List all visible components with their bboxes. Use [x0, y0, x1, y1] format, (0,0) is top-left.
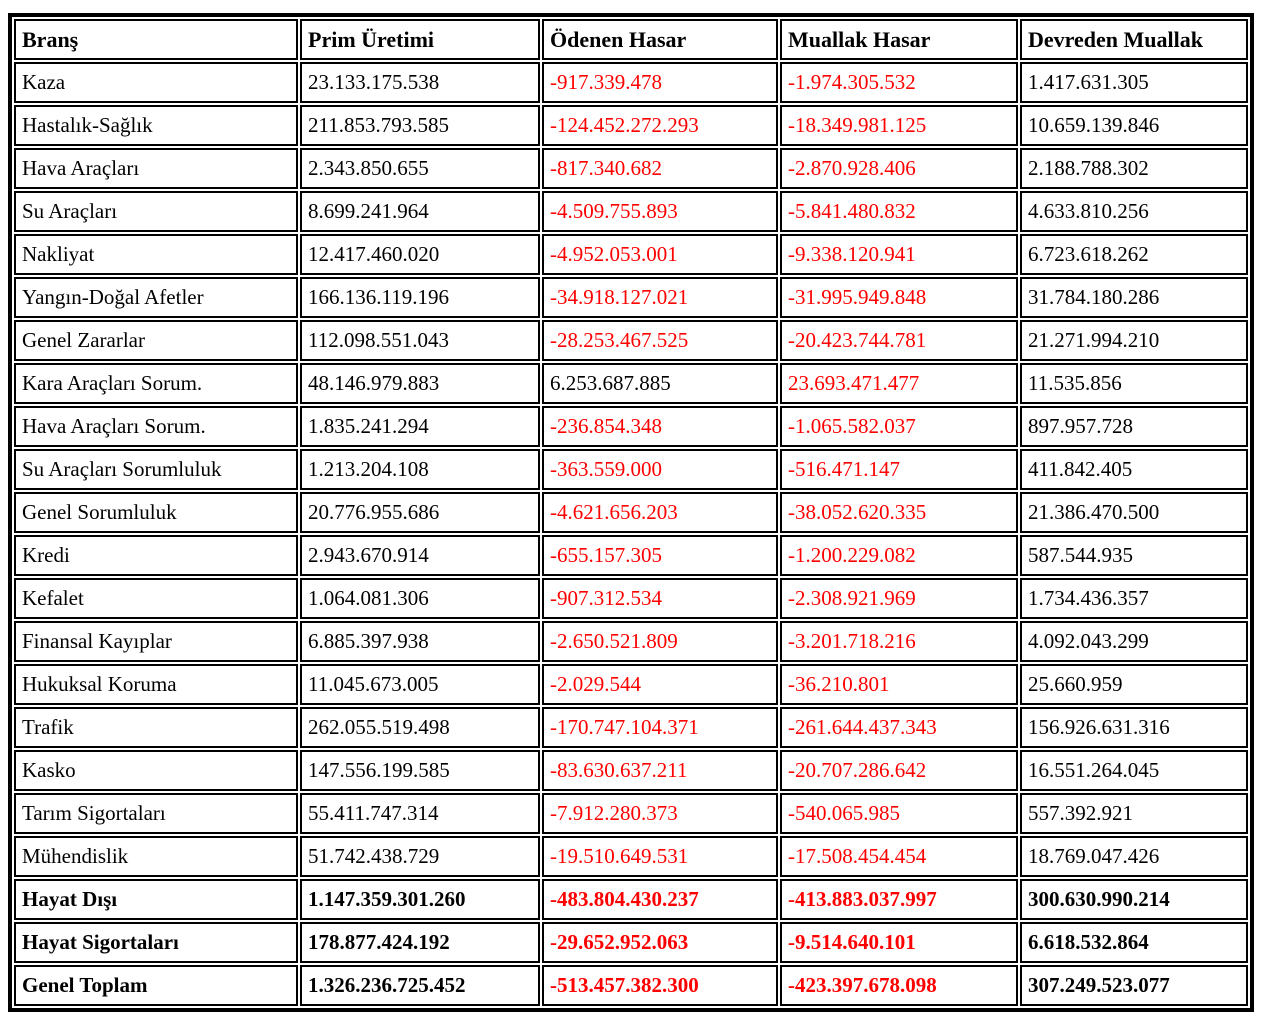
value-cell: -4.952.053.001 — [542, 234, 778, 275]
value-cell: -36.210.801 — [780, 664, 1018, 705]
branch-label-cell: Hastalık-Sağlık — [14, 105, 298, 146]
branch-label-cell: Genel Zararlar — [14, 320, 298, 361]
table-row — [14, 707, 1248, 748]
value-cell: 21.386.470.500 — [1020, 492, 1248, 533]
table-row — [14, 879, 1248, 920]
table-row — [14, 965, 1248, 1006]
value-cell: 8.699.241.964 — [300, 191, 540, 232]
value-cell: -540.065.985 — [780, 793, 1018, 834]
table-row — [14, 621, 1248, 662]
value-cell: -5.841.480.832 — [780, 191, 1018, 232]
value-cell: 6.885.397.938 — [300, 621, 540, 662]
branch-label-cell: Mühendislik — [14, 836, 298, 877]
table-row — [14, 148, 1248, 189]
table-row — [14, 449, 1248, 490]
column-header-devreden-muallak: Devreden Muallak — [1020, 19, 1248, 60]
value-cell: 16.551.264.045 — [1020, 750, 1248, 791]
value-cell: 307.249.523.077 — [1020, 965, 1248, 1006]
value-cell: -2.650.521.809 — [542, 621, 778, 662]
value-cell: 1.147.359.301.260 — [300, 879, 540, 920]
value-cell: 1.064.081.306 — [300, 578, 540, 619]
value-cell: -236.854.348 — [542, 406, 778, 447]
table-row — [14, 535, 1248, 576]
value-cell: 23.133.175.538 — [300, 62, 540, 103]
branch-label-cell: Hava Araçları — [14, 148, 298, 189]
value-cell: -513.457.382.300 — [542, 965, 778, 1006]
value-cell: -655.157.305 — [542, 535, 778, 576]
table-row — [14, 320, 1248, 361]
value-cell: -483.804.430.237 — [542, 879, 778, 920]
value-cell: -917.339.478 — [542, 62, 778, 103]
table-row — [14, 922, 1248, 963]
column-header-odenen-hasar: Ödenen Hasar — [542, 19, 778, 60]
value-cell: -2.870.928.406 — [780, 148, 1018, 189]
table-row — [14, 277, 1248, 318]
value-cell: 897.957.728 — [1020, 406, 1248, 447]
value-cell: -261.644.437.343 — [780, 707, 1018, 748]
table-row — [14, 836, 1248, 877]
value-cell: 11.535.856 — [1020, 363, 1248, 404]
table-row — [14, 406, 1248, 447]
branch-label-cell: Kefalet — [14, 578, 298, 619]
table-row — [14, 191, 1248, 232]
value-cell: -18.349.981.125 — [780, 105, 1018, 146]
value-cell: 4.092.043.299 — [1020, 621, 1248, 662]
value-cell: -17.508.454.454 — [780, 836, 1018, 877]
value-cell: 1.835.241.294 — [300, 406, 540, 447]
value-cell: 6.253.687.885 — [542, 363, 778, 404]
branch-label-cell: Kasko — [14, 750, 298, 791]
value-cell: -1.974.305.532 — [780, 62, 1018, 103]
value-cell: -817.340.682 — [542, 148, 778, 189]
value-cell: -4.509.755.893 — [542, 191, 778, 232]
value-cell: 1.213.204.108 — [300, 449, 540, 490]
value-cell: 25.660.959 — [1020, 664, 1248, 705]
branch-label-cell: Nakliyat — [14, 234, 298, 275]
value-cell: -20.707.286.642 — [780, 750, 1018, 791]
value-cell: 557.392.921 — [1020, 793, 1248, 834]
branch-label-cell: Su Araçları — [14, 191, 298, 232]
value-cell: 411.842.405 — [1020, 449, 1248, 490]
header-row — [14, 19, 1248, 60]
value-cell: 2.943.670.914 — [300, 535, 540, 576]
value-cell: 156.926.631.316 — [1020, 707, 1248, 748]
value-cell: 23.693.471.477 — [780, 363, 1018, 404]
branch-label-cell: Kredi — [14, 535, 298, 576]
value-cell: 166.136.119.196 — [300, 277, 540, 318]
value-cell: -3.201.718.216 — [780, 621, 1018, 662]
value-cell: 211.853.793.585 — [300, 105, 540, 146]
value-cell: -29.652.952.063 — [542, 922, 778, 963]
value-cell: -170.747.104.371 — [542, 707, 778, 748]
value-cell: -423.397.678.098 — [780, 965, 1018, 1006]
value-cell: -413.883.037.997 — [780, 879, 1018, 920]
branch-label-cell: Hava Araçları Sorum. — [14, 406, 298, 447]
value-cell: 1.734.436.357 — [1020, 578, 1248, 619]
value-cell: 178.877.424.192 — [300, 922, 540, 963]
branch-label-cell: Yangın-Doğal Afetler — [14, 277, 298, 318]
value-cell: 6.618.532.864 — [1020, 922, 1248, 963]
value-cell: 4.633.810.256 — [1020, 191, 1248, 232]
value-cell: -516.471.147 — [780, 449, 1018, 490]
table-row — [14, 492, 1248, 533]
value-cell: -907.312.534 — [542, 578, 778, 619]
value-cell: 31.784.180.286 — [1020, 277, 1248, 318]
value-cell: -1.200.229.082 — [780, 535, 1018, 576]
table-body — [14, 62, 1248, 1006]
branch-label-cell: Trafik — [14, 707, 298, 748]
value-cell: -2.308.921.969 — [780, 578, 1018, 619]
value-cell: -38.052.620.335 — [780, 492, 1018, 533]
branch-label-cell: Genel Toplam — [14, 965, 298, 1006]
value-cell: 2.343.850.655 — [300, 148, 540, 189]
table-row — [14, 793, 1248, 834]
table-row — [14, 363, 1248, 404]
value-cell: -31.995.949.848 — [780, 277, 1018, 318]
table-row — [14, 234, 1248, 275]
column-header-muallak-hasar: Muallak Hasar — [780, 19, 1018, 60]
value-cell: -83.630.637.211 — [542, 750, 778, 791]
value-cell: -7.912.280.373 — [542, 793, 778, 834]
value-cell: -363.559.000 — [542, 449, 778, 490]
insurance-branch-table — [8, 13, 1254, 1012]
value-cell: -28.253.467.525 — [542, 320, 778, 361]
value-cell: 21.271.994.210 — [1020, 320, 1248, 361]
value-cell: -9.338.120.941 — [780, 234, 1018, 275]
branch-label-cell: Hayat Dışı — [14, 879, 298, 920]
value-cell: 1.417.631.305 — [1020, 62, 1248, 103]
table-row — [14, 105, 1248, 146]
value-cell: 300.630.990.214 — [1020, 879, 1248, 920]
value-cell: -1.065.582.037 — [780, 406, 1018, 447]
value-cell: 112.098.551.043 — [300, 320, 540, 361]
branch-label-cell: Finansal Kayıplar — [14, 621, 298, 662]
value-cell: 18.769.047.426 — [1020, 836, 1248, 877]
branch-label-cell: Kara Araçları Sorum. — [14, 363, 298, 404]
value-cell: -4.621.656.203 — [542, 492, 778, 533]
value-cell: 12.417.460.020 — [300, 234, 540, 275]
branch-label-cell: Hukuksal Koruma — [14, 664, 298, 705]
table-row — [14, 664, 1248, 705]
value-cell: 147.556.199.585 — [300, 750, 540, 791]
column-header-brans: Branş — [14, 19, 298, 60]
branch-label-cell: Su Araçları Sorumluluk — [14, 449, 298, 490]
branch-label-cell: Kaza — [14, 62, 298, 103]
value-cell: 6.723.618.262 — [1020, 234, 1248, 275]
value-cell: -9.514.640.101 — [780, 922, 1018, 963]
table-row — [14, 578, 1248, 619]
value-cell: -19.510.649.531 — [542, 836, 778, 877]
value-cell: 1.326.236.725.452 — [300, 965, 540, 1006]
value-cell: 55.411.747.314 — [300, 793, 540, 834]
value-cell: 262.055.519.498 — [300, 707, 540, 748]
branch-label-cell: Tarım Sigortaları — [14, 793, 298, 834]
value-cell: 48.146.979.883 — [300, 363, 540, 404]
value-cell: 51.742.438.729 — [300, 836, 540, 877]
value-cell: -124.452.272.293 — [542, 105, 778, 146]
value-cell: 20.776.955.686 — [300, 492, 540, 533]
table-row — [14, 62, 1248, 103]
value-cell: 587.544.935 — [1020, 535, 1248, 576]
table-row — [14, 750, 1248, 791]
value-cell: -20.423.744.781 — [780, 320, 1018, 361]
value-cell: 11.045.673.005 — [300, 664, 540, 705]
value-cell: 2.188.788.302 — [1020, 148, 1248, 189]
branch-label-cell: Genel Sorumluluk — [14, 492, 298, 533]
column-header-prim-uretimi: Prim Üretimi — [300, 19, 540, 60]
branch-label-cell: Hayat Sigortaları — [14, 922, 298, 963]
value-cell: 10.659.139.846 — [1020, 105, 1248, 146]
value-cell: -34.918.127.021 — [542, 277, 778, 318]
value-cell: -2.029.544 — [542, 664, 778, 705]
